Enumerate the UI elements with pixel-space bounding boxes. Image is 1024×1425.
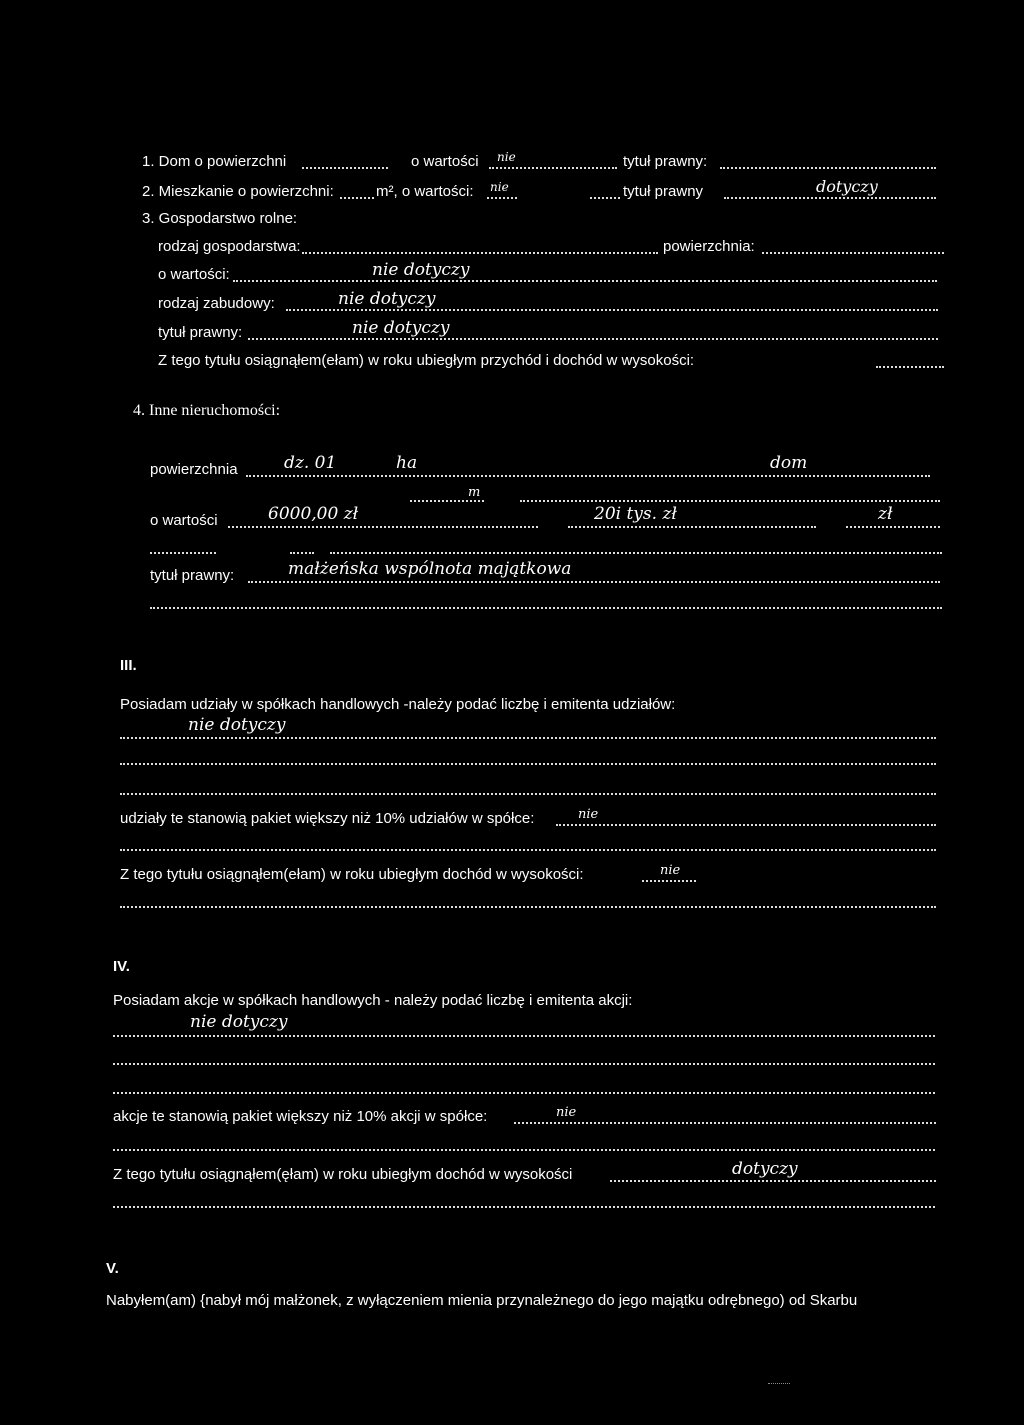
other-area-handwriting-1: dz. 01: [284, 453, 337, 473]
other-value-handwriting-1: 6000,00 zł: [268, 504, 359, 524]
house-area-field[interactable]: [302, 167, 388, 169]
farm-title-handwriting: nie dotyczy: [352, 318, 450, 338]
other-title-label: tytuł prawny:: [150, 567, 235, 584]
farm-income-field[interactable]: [876, 366, 944, 368]
farm-kind-field[interactable]: [302, 252, 658, 254]
shares-field-1[interactable]: [120, 737, 936, 739]
other-value-field-3[interactable]: [846, 526, 940, 528]
shares-packet-handwriting: nie: [578, 807, 599, 822]
shares-income-field[interactable]: [642, 880, 696, 882]
page-mark: [768, 1383, 790, 1384]
farm-value-label: o wartości:: [158, 266, 230, 283]
other-value-cont-field-3[interactable]: [330, 552, 942, 554]
other-area-cont-field-1[interactable]: [410, 500, 484, 502]
shares-income-label: Z tego tytułu osiągnąłem(ełam) w roku ubiegłym dochód w wysokości:: [120, 866, 584, 883]
shares-field-2[interactable]: [120, 763, 936, 765]
farm-value-handwriting: nie dotyczy: [372, 260, 470, 280]
other-area-handwriting-2: ha: [396, 453, 418, 473]
farm-area-field[interactable]: [762, 252, 944, 254]
other-value-handwriting-2: 20i tys. zł: [594, 504, 677, 524]
flat-title-handwriting: dotyczy: [816, 177, 878, 196]
farm-area-label: powierzchnia:: [663, 238, 755, 255]
farm-title-field[interactable]: [248, 338, 938, 340]
stocks-handwriting: nie dotyczy: [190, 1012, 288, 1032]
other-value-handwriting-3: zł: [878, 504, 893, 524]
other-title-handwriting: małżeńska wspólnota majątkowa: [288, 559, 572, 579]
flat-title-label: tytuł prawny: [623, 183, 704, 200]
farm-label: 3. Gospodarstwo rolne:: [142, 210, 298, 227]
house-label: 1. Dom o powierzchni: [142, 153, 287, 170]
other-title-cont-field[interactable]: [150, 607, 942, 609]
shares-income-handwriting: nie: [660, 863, 681, 878]
section-v-text: Nabyłem(am) {nabył mój małżonek, z wyłączeniem mienia przynależnego do jego majątku odrębnego) od Skarbu: [106, 1292, 858, 1309]
other-title-field[interactable]: [248, 581, 940, 583]
flat-unit-label: m², o wartości:: [376, 183, 474, 200]
flat-value-field[interactable]: [487, 197, 517, 199]
shares-packet-field[interactable]: [556, 824, 936, 826]
shares-packet-label: udziały te stanowią pakiet większy niż 10% udziałów w spółce:: [120, 810, 535, 827]
stocks-income-label: Z tego tytułu osiągnąłem(ęłam) w roku ubiegłym dochód w wysokości: [113, 1166, 573, 1183]
stocks-packet-field[interactable]: [514, 1122, 936, 1124]
other-value-label: o wartości: [150, 512, 218, 529]
stocks-income-field[interactable]: [610, 1180, 936, 1182]
shares-income-cont-field[interactable]: [120, 906, 936, 908]
flat-title-pre-field[interactable]: [590, 197, 620, 199]
house-value-handwriting: nie: [497, 150, 516, 164]
other-value-cont-field-1[interactable]: [150, 552, 216, 554]
stocks-income-handwriting: dotyczy: [732, 1159, 798, 1179]
flat-value-handwriting: nie: [490, 180, 509, 194]
farm-title-label: tytuł prawny:: [158, 324, 243, 341]
farm-building-handwriting: nie dotyczy: [338, 289, 436, 309]
stocks-field-1[interactable]: [113, 1035, 935, 1037]
other-area-handwriting-3: dom: [770, 453, 808, 473]
other-area-handwriting-4: m: [468, 485, 481, 500]
shares-field-3[interactable]: [120, 793, 936, 795]
house-value-field[interactable]: [489, 167, 617, 169]
section-v-numeral: V.: [106, 1260, 119, 1277]
house-title-field[interactable]: [720, 167, 936, 169]
other-value-field-2[interactable]: [568, 526, 816, 528]
flat-area-field[interactable]: [340, 197, 374, 199]
other-area-label: powierzchnia: [150, 461, 238, 478]
section-iii-numeral: III.: [120, 657, 137, 674]
stocks-field-2[interactable]: [113, 1063, 935, 1065]
stocks-packet-cont-field[interactable]: [113, 1149, 935, 1151]
stocks-income-cont-field[interactable]: [113, 1206, 935, 1208]
stocks-packet-handwriting: nie: [556, 1105, 577, 1120]
farm-kind-label: rodzaj gospodarstwa:: [158, 238, 301, 255]
section-iv-numeral: IV.: [113, 958, 130, 975]
other-value-field-1[interactable]: [228, 526, 538, 528]
stocks-packet-label: akcje te stanowią pakiet większy niż 10% akcji w spółce:: [113, 1108, 488, 1125]
other-property-heading: 4. Inne nieruchomości:: [133, 402, 281, 419]
house-title-label: tytuł prawny:: [623, 153, 708, 170]
flat-title-field[interactable]: [724, 197, 936, 199]
shares-packet-cont-field[interactable]: [120, 849, 936, 851]
stocks-label: Posiadam akcje w spółkach handlowych - należy podać liczbę i emitenta akcji:: [113, 992, 633, 1009]
flat-label: 2. Mieszkanie o powierzchni:: [142, 183, 334, 200]
other-area-field[interactable]: [246, 475, 930, 477]
other-value-cont-field-2[interactable]: [290, 552, 314, 554]
farm-value-field[interactable]: [233, 280, 937, 282]
house-value-label: o wartości: [411, 153, 479, 170]
shares-label: Posiadam udziały w spółkach handlowych -należy podać liczbę i emitenta udziałów:: [120, 696, 676, 713]
other-area-cont-field-2[interactable]: [520, 500, 940, 502]
farm-building-label: rodzaj zabudowy:: [158, 295, 275, 312]
shares-handwriting: nie dotyczy: [188, 715, 286, 735]
stocks-field-3[interactable]: [113, 1092, 935, 1094]
farm-income-label: Z tego tytułu osiągnąłem(ełam) w roku ubiegłym przychód i dochód w wysokości:: [158, 352, 695, 369]
farm-building-field[interactable]: [286, 309, 938, 311]
